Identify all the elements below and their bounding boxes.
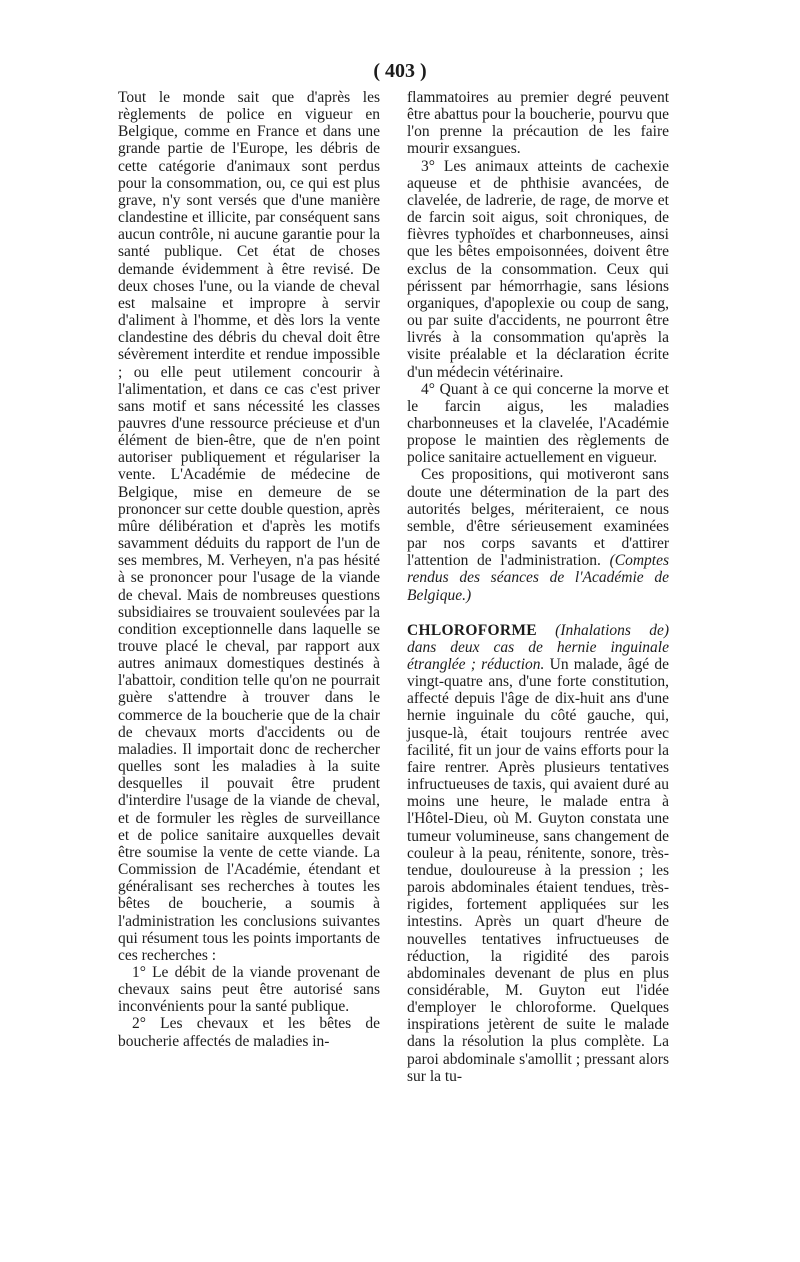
- paragraph: flammatoires au premier degré peuvent être abattus pour la boucherie, pourvu que l'on prenne la précaution de les faire mourir exsangues.: [407, 89, 669, 158]
- paragraph: 1° Le débit de la viande provenant de chevaux sains peut être autorisé sans inconvénients pour la santé publique.: [118, 963, 380, 1016]
- paragraph: [407, 466, 669, 603]
- paragraph-text: Ces propositions, qui motiveront sans doute une détermination de la part des autorités belges, mériteraient, ce nous semble, d'être sérieusement examinées par nos corps savants et d'attirer l'attention de l'administration.: [407, 466, 669, 570]
- entry-body: Un malade, âgé de vingt-quatre ans, d'une forte constitution, affecté depuis l'âge de dix-huit ans d'une hernie inguinale du côté gauche, qui, jusque-là, était toujours rentrée avec facilité, fit un jour de vains efforts pour la faire rentrer. Après plusieurs tentatives infructueuses de taxis, qui avaient duré au moins une heure, le malade entra à l'Hôtel-Dieu, où M. Guyton constata une tumeur volumineuse, sans changement de couleur à la peau, rénitente, sonore, très-tendue, douloureuse à la pression ; les parois abdominales étaient tendues, très-rigides, fortement appliquées sur les intestins. Après un quart d'heure de nouvelles tentatives infructueuses de réduction, la rigidité des parois abdominales devenant de plus en plus considérable, M. Guyton eut l'idée d'employer le chloroforme. Quelques inspirations jetèrent de suite le malade dans la résolution la plus complète. La paroi abdominale s'amollit ; pressant alors sur la tu-: [407, 656, 669, 1085]
- source-citation: (Comptes rendus des séances de l'Académie de Belgique.): [407, 552, 669, 604]
- entry-title: CHLOROFORME: [407, 621, 537, 639]
- paragraph: 2° Les chevaux et les bêtes de boucherie affectés de maladies in-: [118, 1015, 380, 1050]
- entry-paragraph: [407, 622, 669, 1085]
- paragraph: Tout le monde sait que d'après les règlements de police en vigueur en Belgique, comme en France et dans une grande partie de l'Europe, les débris de cette catégorie d'animaux sont perdus pour la consommation, ou, ce qui est plus grave, n'y sont versés que d'une manière clandestine et illicite, par conséquent sans aucun contrôle, ni aucune garantie pour la santé publique. Cet état de choses demande évidemment à être revisé. De deux choses l'une, ou la viande de cheval est malsaine et impropre à servir d'aliment à l'homme, et dès lors la vente clandestine des débris du cheval doit être sévèrement interdite et rendue impossible ; ou elle peut utilement concourir à l'alimentation, et dans ce cas c'est priver sans motif et sans nécessité les classes pauvres d'une ressource précieuse et d'un élément de bien-être, que de n'en point autoriser publiquement et régulariser la vente. L'Académie de médecine de Belgique, mise en demeure de se prononcer sur cette double question, après mûre délibération et d'après les motifs savamment déduits du rapport de l'un de ses membres, M. Verheyen, n'a pas hésité à se prononcer pour l'usage de la viande de cheval. Mais de nombreuses questions subsidiaires se trouvaient soulevées par la condition exceptionnelle dans laquelle se trouve placé le cheval, par rapport aux autres animaux domestiques destinés à l'abattoir, condition telle qu'on ne pourrait guère s'attendre à trouver dans le commerce de la boucherie que de la chair de chevaux morts d'accidents ou de maladies. Il importait donc de rechercher quelles sont les maladies à la suite desquelles il pouvait être prudent d'interdire l'usage de la viande de cheval, et de formuler les règles de surveillance et de police sanitaire auxquelles devait être soumise la vente de cette viande. La Commission de l'Académie, étendant et généralisant ses recherches à toutes les bêtes de boucherie, a soumis à l'administration les conclusions suivantes qui résument tous les points importants de ces recherches :: [118, 89, 380, 964]
- page-number: ( 403 ): [373, 60, 427, 82]
- paragraph: 4° Quant à ce qui concerne la morve et le farcin aigus, les maladies charbonneuses et la clavelée, l'Académie propose le maintien des règlements de police sanitaire actuellement en vigueur.: [407, 380, 669, 467]
- right-column: [407, 89, 669, 1085]
- paragraph: 3° Les animaux atteints de cachexie aqueuse et de phthisie avancées, de clavelée, de ladrerie, de rage, de morve et de farcin soit aigus, soit chroniques, de fièvres typhoïdes et charbonneuses, ainsi que les bêtes empoisonnées, doivent être exclus de la consommation. Ceux qui périssent par hémorrhagie, sans lésions organiques, d'apoplexie ou coup de sang, ou par suite d'accidents, ne pourront être livrés à la consommation qu'après la visite préalable et la déclaration écrite d'un médecin vétérinaire.: [407, 157, 669, 381]
- left-column: [118, 89, 380, 1050]
- entry-subtitle: (Inhalations de) dans deux cas de hernie inguinale étranglée ; réduction.: [407, 621, 669, 673]
